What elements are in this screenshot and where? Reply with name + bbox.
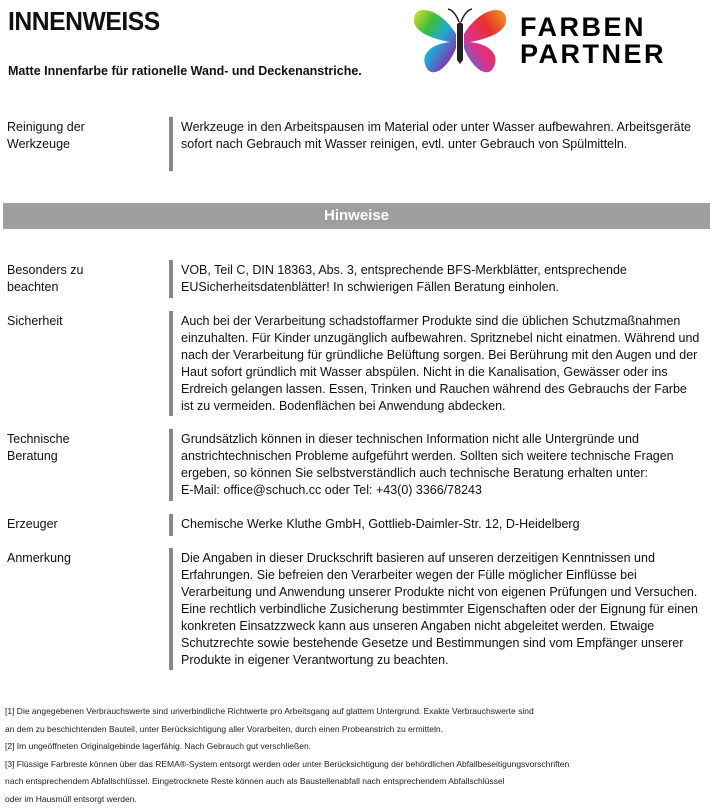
label-line: Werkzeuge xyxy=(7,136,157,153)
footnote-line: oder im Hausmüll entsorgt werden. xyxy=(5,791,710,808)
footnotes xyxy=(5,703,710,808)
divider-bar xyxy=(169,514,173,536)
footnote-line: [2] Im ungeöffneten Originalgebinde lagerfähig. Nach Gebrauch gut verschließen. xyxy=(5,738,710,756)
label-line: Sicherheit xyxy=(7,313,157,330)
divider-bar xyxy=(169,429,173,501)
product-title: INNENWEISS xyxy=(8,6,160,37)
row-content: Auch bei der Verarbeitung schadstoffarmer Produkte sind die üblichen Schutzmaßnahmen einzuhalten. Für Kinder unzugänglich aufbewahren. Spritznebel nicht einatmen. Während und nach der Verarbeitung für gründliche Belüftung sorgen. Bei Berührung mit den Augen und der Haut sofort gründlich mit Wasser abspülen. Nicht in die Kanalisation, Gewässer oder ins Erdreich gelangen lassen. Essen, Trinken und Rauchen während des Gebrauchs der Farbe ist zu vermeiden. Bodenflächen bei Anwendung abdecken. xyxy=(181,313,701,415)
row-label xyxy=(7,550,157,567)
row-label xyxy=(7,119,157,153)
row-content: VOB, Teil C, DIN 18363, Abs. 3, entsprechende BFS-Merkblätter, entsprechende EUSicherheitsdatenblätter! In schwierigen Fällen Beratung einholen. xyxy=(181,262,701,296)
section-header-hinweise: Hinweise xyxy=(3,203,710,229)
label-line: Beratung xyxy=(7,448,157,465)
footnote-line: [1] Die angegebenen Verbrauchswerte sind unverbindliche Richtwerte pro Arbeitsgang auf glattem Untergrund. Exakte Verbrauchswerte sind xyxy=(5,703,710,721)
row-label xyxy=(7,431,157,465)
footnote-line: an dem zu beschichtenden Bauteil, unter Berücksichtigung aller Vorarbeiten, durch einen Probeanstrich zu ermitteln. xyxy=(5,721,710,739)
row-text: Grundsätzlich können in dieser technischen Information nicht alle Untergründe und anstrichtechnischen Probleme aufgeführt werden. Sollten sich weitere technische Fragen ergeben, so können Sie selbstverständlich auch technische Beratung erhalten unter: xyxy=(181,431,701,482)
divider-bar xyxy=(169,117,173,171)
butterfly-icon xyxy=(410,4,510,78)
brand-line-2: PARTNER xyxy=(520,41,666,68)
label-line: Technische xyxy=(7,431,157,448)
label-line: Besonders zu xyxy=(7,262,157,279)
label-line: Anmerkung xyxy=(7,550,157,567)
label-line: beachten xyxy=(7,279,157,296)
footnote-line: nach entsprechendem Abfallschlüssel. Eingetrocknete Reste können auch als Baustellenabfall nach entsprechendem Abfallschlüssel xyxy=(5,773,710,791)
farben-partner-logo xyxy=(410,4,710,78)
row-content: Werkzeuge in den Arbeitspausen im Material oder unter Wasser aufbewahren. Arbeitsgeräte sofort nach Gebrauch mit Wasser reinigen, evtl. unter Gebrauch von Spülmitteln. xyxy=(181,119,701,153)
divider-bar xyxy=(169,260,173,298)
row-label xyxy=(7,262,157,296)
row-content: Die Angaben in dieser Druckschrift basieren auf unseren derzeitigen Kenntnissen und Erfahrungen. Sie befreien den Verarbeiter wegen der Fülle möglicher Einflüsse bei Verarbeitung und Anwendung unserer Produkte nicht von eigenen Prüfungen und Versuchen. Eine rechtlich verbindliche Zusicherung bestimmter Eigenschaften oder der Eignung für einen konkreten Einsatzzweck kann aus unseren Angaben nicht abgeleitet werden. Etwaige Schutzrechte sowie bestehende Gesetze und Bestimmungen sind vom Empfänger unserer Produkte in eigener Verantwortung zu beachten. xyxy=(181,550,701,669)
brand-name xyxy=(520,14,666,68)
product-subtitle: Matte Innenfarbe für rationelle Wand- und Deckenanstriche. xyxy=(8,64,362,78)
contact-line: E-Mail: office@schuch.cc oder Tel: +43(0) 3366/78243 xyxy=(181,482,701,499)
divider-bar xyxy=(169,548,173,670)
divider-bar xyxy=(169,311,173,416)
row-content xyxy=(181,431,701,499)
footnote-line: [3] Flüssige Farbreste können über das REMA®-System entsorgt werden oder unter Berücksichtigung der behördlichen Abfallbeseitigungsvorschriften xyxy=(5,756,710,774)
row-label xyxy=(7,516,157,533)
label-line: Reinigung der xyxy=(7,119,157,136)
row-content: Chemische Werke Kluthe GmbH, Gottlieb-Daimler-Str. 12, D-Heidelberg xyxy=(181,516,701,533)
brand-line-1: FARBEN xyxy=(520,14,666,41)
label-line: Erzeuger xyxy=(7,516,157,533)
row-label xyxy=(7,313,157,330)
